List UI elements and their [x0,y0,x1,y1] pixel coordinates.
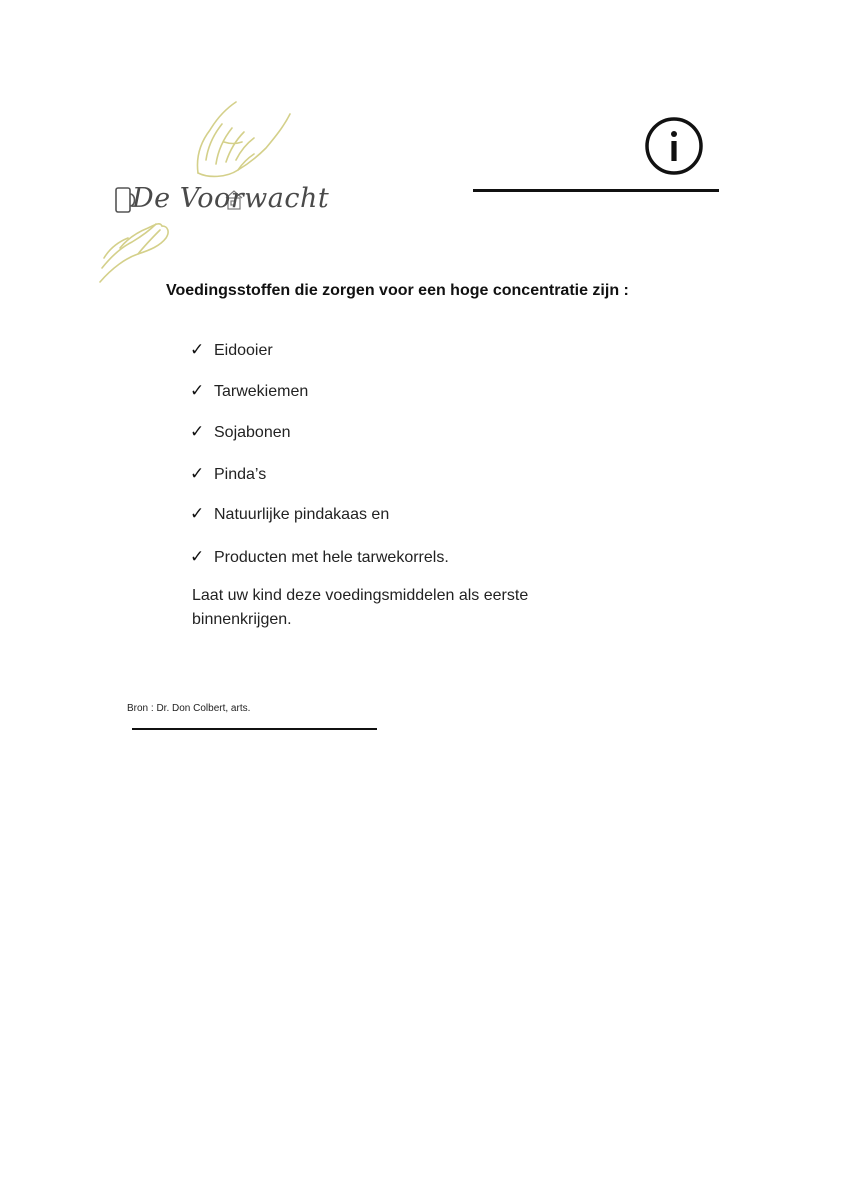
list-item-label: Pinda’s [214,466,267,483]
list-item-label: Tarwekiemen [214,383,309,400]
list-item-label: Natuurlijke pindakaas en [214,506,390,523]
source-credit: Bron : Dr. Don Colbert, arts. [127,703,251,714]
list-item [190,422,291,442]
list-item-label: Sojabonen [214,424,291,441]
advice-note: Laat uw kind deze voedingsmiddelen als eerste binnenkrijgen. [192,587,529,628]
page-heading: Voedingsstoffen die zorgen voor een hoge concentratie zijn : [166,282,629,299]
list-item [190,464,266,484]
list-item-label: Producten met hele tarwekorrels. [214,549,449,566]
list-item [190,504,389,524]
list-item [190,340,273,360]
checkmark-icon: ✓ [190,464,205,483]
info-icon [644,116,704,176]
footer-divider [132,728,377,730]
checkmark-icon: ✓ [190,504,205,523]
checkmark-icon: ✓ [190,547,205,566]
logo-text: De Voorwacht [132,183,330,214]
header-divider [473,189,719,192]
checkmark-icon: ✓ [190,422,205,441]
list-item [190,381,308,401]
list-item [190,547,449,567]
checkmark-icon: ✓ [190,381,205,400]
list-item-label: Eidooier [214,342,273,359]
checkmark-icon: ✓ [190,340,205,359]
